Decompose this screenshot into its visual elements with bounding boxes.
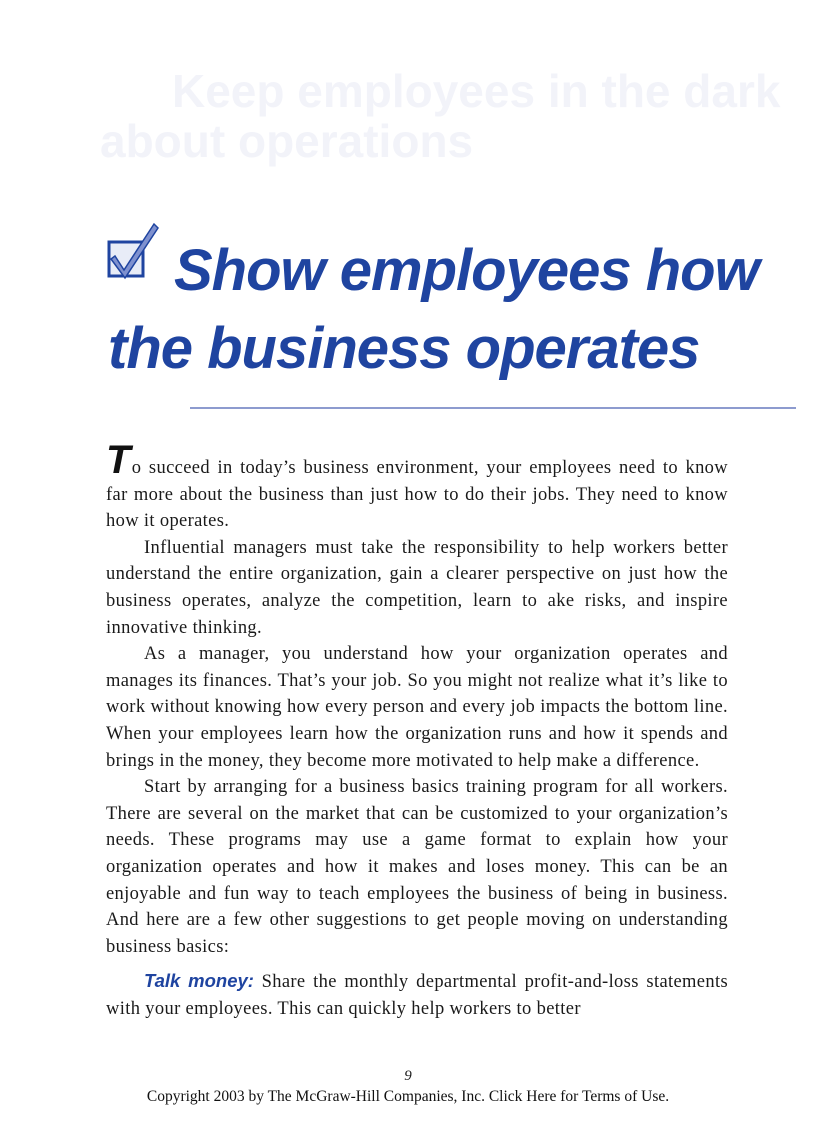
paragraph-4: Start by arranging for a business basics training program for all workers. There are several on the market that can be customized to your organization’s needs. These programs may use a game format to explain how your organization operates and how it makes and loses money. This can be an enjoyable and fun way to teach employees the business of being in business. And here are a few other suggestions to get people moving on understanding business basics:: [106, 777, 728, 957]
ghost-title: Keep employees in the dark about operations: [100, 65, 781, 167]
heading-rule: [190, 407, 796, 409]
paragraph-1-text: o succeed in today’s business environment, your employees need to know far more about the business than just how to do their jobs. They need to know how it operates.: [106, 458, 728, 532]
paragraph-talk-money: [106, 968, 728, 1022]
drop-cap: T: [106, 438, 131, 482]
talk-money-label: Talk money:: [144, 970, 254, 992]
paragraph-3: As a manager, you understand how your organization operates and manages its finances. That’s your job. So you might not realize what it’s like to work without knowing how every person and every job impacts the bottom line. When your employees learn how the organization runs and how it spends and brings in the money, they become more motivated to help make a difference.: [106, 644, 728, 771]
talk-money-text: Share the monthly departmental profit-and-loss statements with your employees. This can quickly help workers to better: [106, 972, 728, 1019]
heading-line-2: the business operates: [108, 316, 700, 381]
page-number: 9: [404, 1068, 412, 1084]
paragraph-2: Influential managers must take the responsibility to help workers better understand the entire organization, gain a clearer perspective on just how the business operates, analyze the competition, learn to ake risks, and inspire innovative thinking.: [106, 537, 728, 638]
paragraph-1: [106, 438, 728, 535]
heading-line-1: Show employees how: [174, 238, 759, 303]
body-text: [106, 438, 728, 1022]
section-heading: [108, 232, 808, 388]
copyright-link[interactable]: Copyright 2003 by The McGraw-Hill Companies, Inc. Click Here for Terms of Use.: [146, 1088, 670, 1105]
